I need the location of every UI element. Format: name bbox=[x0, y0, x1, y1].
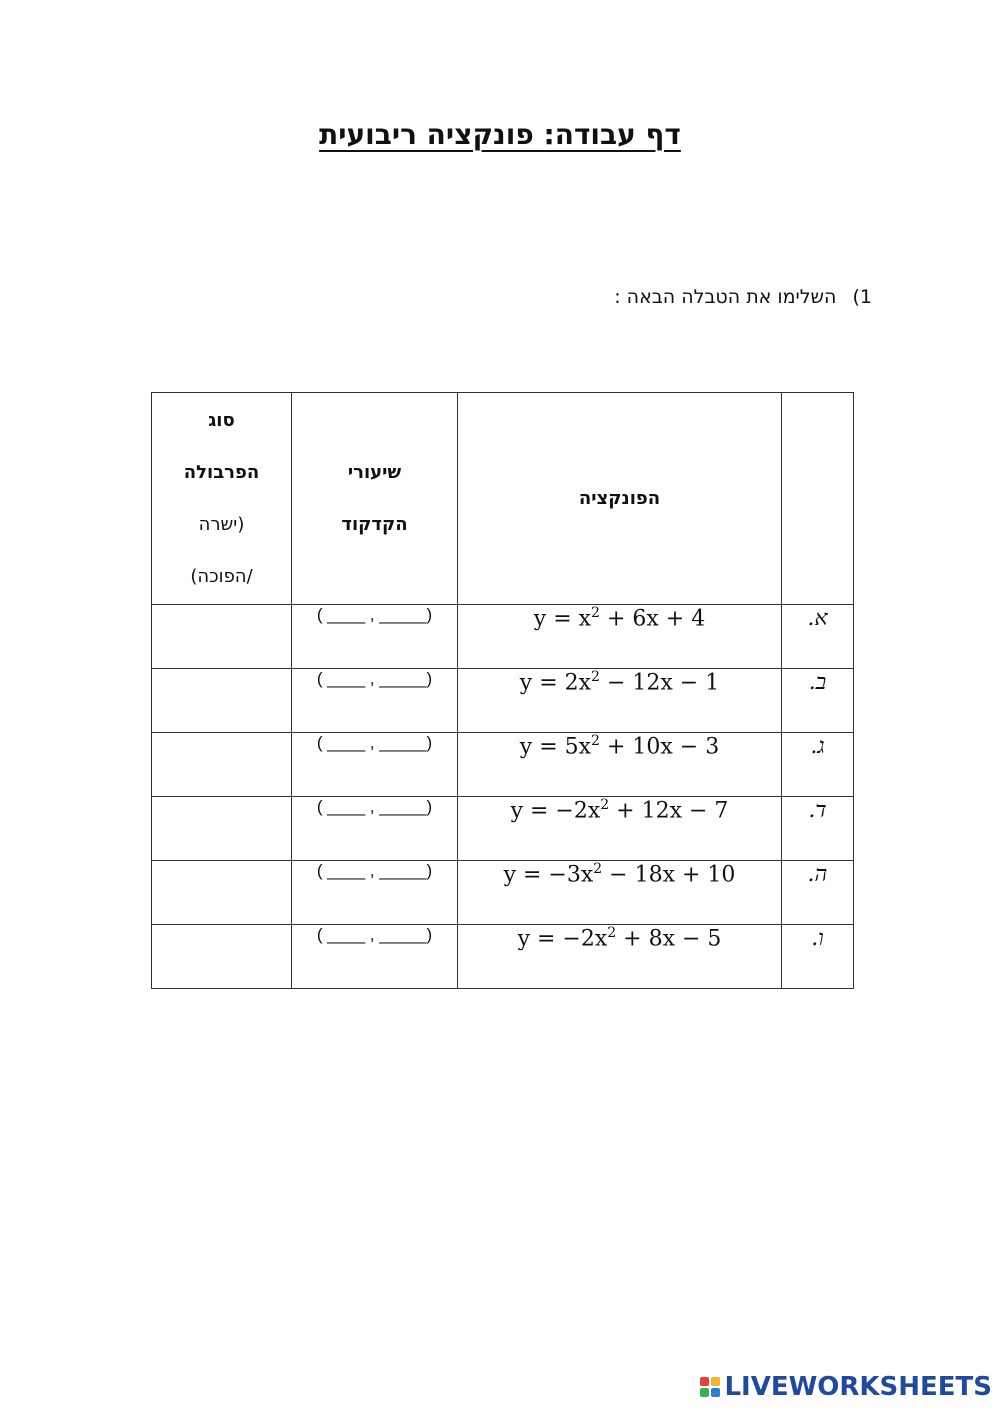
function-part-a: y = x bbox=[533, 606, 592, 632]
liveworksheets-logo bbox=[700, 1369, 992, 1405]
worksheet-table bbox=[151, 392, 854, 989]
vertex-answer[interactable] bbox=[292, 669, 458, 733]
question-text: השלימו את הטבלה הבאה : bbox=[614, 286, 837, 308]
function-cell bbox=[458, 605, 782, 669]
function-exponent: 2 bbox=[593, 861, 603, 877]
function-part-b: + 12x − 7 bbox=[609, 798, 729, 824]
parabola-type-answer[interactable] bbox=[152, 925, 292, 989]
parabola-type-answer[interactable] bbox=[152, 733, 292, 797]
parabola-type-answer[interactable] bbox=[152, 861, 292, 925]
table-row bbox=[152, 861, 854, 925]
row-letter: ב. bbox=[782, 669, 854, 733]
header-vertex-line2: הקדקוד bbox=[341, 513, 408, 535]
parabola-type-answer[interactable] bbox=[152, 669, 292, 733]
header-function bbox=[458, 393, 782, 605]
function-part-a: y = −2x bbox=[517, 926, 608, 952]
function-part-b: + 6x + 4 bbox=[599, 606, 706, 632]
vertex-blank: ( ____ , _____) bbox=[316, 669, 433, 688]
table-row bbox=[152, 925, 854, 989]
header-type-line4: /הפוכה) bbox=[190, 565, 253, 587]
row-letter: א. bbox=[782, 605, 854, 669]
table-row bbox=[152, 605, 854, 669]
vertex-blank: ( ____ , _____) bbox=[316, 925, 433, 944]
function-cell bbox=[458, 669, 782, 733]
table-header-row bbox=[152, 393, 854, 605]
row-letter: ג. bbox=[782, 733, 854, 797]
function-part-b: + 10x − 3 bbox=[599, 734, 720, 760]
row-letter: ד. bbox=[782, 797, 854, 861]
vertex-blank: ( ____ , _____) bbox=[316, 605, 433, 624]
function-part-a: y = 5x bbox=[519, 734, 592, 760]
header-type-line3: (ישרה bbox=[198, 513, 245, 535]
header-type-line1: סוג bbox=[208, 409, 235, 431]
header-type-line2: הפרבולה bbox=[183, 461, 260, 483]
vertex-answer[interactable] bbox=[292, 925, 458, 989]
header-parabola-type bbox=[152, 393, 292, 605]
row-letter: ה. bbox=[782, 861, 854, 925]
function-cell bbox=[458, 925, 782, 989]
question-1 bbox=[614, 286, 872, 308]
vertex-answer[interactable] bbox=[292, 797, 458, 861]
function-cell bbox=[458, 797, 782, 861]
title-text: דף עבודה: פונקציה ריבועית bbox=[319, 118, 681, 151]
header-function-label: הפונקציה bbox=[578, 487, 661, 509]
question-number: 1) bbox=[852, 286, 872, 308]
page-title bbox=[0, 118, 1000, 151]
parabola-type-answer[interactable] bbox=[152, 797, 292, 861]
logo-icon bbox=[700, 1377, 720, 1397]
function-exponent: 2 bbox=[591, 669, 600, 685]
row-letter: ו. bbox=[782, 925, 854, 989]
function-part-b: − 12x − 1 bbox=[599, 670, 720, 696]
logo-text: LIVEWORKSHEETS bbox=[724, 1372, 992, 1402]
table-row bbox=[152, 797, 854, 861]
header-letter bbox=[782, 393, 854, 605]
function-cell bbox=[458, 733, 782, 797]
function-exponent: 2 bbox=[600, 797, 610, 813]
function-part-a: y = −3x bbox=[503, 862, 594, 888]
vertex-blank: ( ____ , _____) bbox=[316, 861, 433, 880]
function-part-a: y = 2x bbox=[519, 670, 592, 696]
table-row bbox=[152, 669, 854, 733]
vertex-blank: ( ____ , _____) bbox=[316, 733, 433, 752]
function-part-b: − 18x + 10 bbox=[602, 862, 736, 888]
function-exponent: 2 bbox=[591, 733, 600, 749]
function-part-a: y = −2x bbox=[510, 798, 601, 824]
vertex-answer[interactable] bbox=[292, 861, 458, 925]
vertex-answer[interactable] bbox=[292, 733, 458, 797]
function-cell bbox=[458, 861, 782, 925]
function-part-b: + 8x − 5 bbox=[616, 926, 722, 952]
vertex-blank: ( ____ , _____) bbox=[316, 797, 433, 816]
vertex-answer[interactable] bbox=[292, 605, 458, 669]
function-exponent: 2 bbox=[607, 925, 617, 941]
header-vertex-line1: שיעורי bbox=[347, 461, 402, 483]
header-vertex bbox=[292, 393, 458, 605]
parabola-type-answer[interactable] bbox=[152, 605, 292, 669]
function-exponent: 2 bbox=[591, 605, 600, 621]
table-row bbox=[152, 733, 854, 797]
